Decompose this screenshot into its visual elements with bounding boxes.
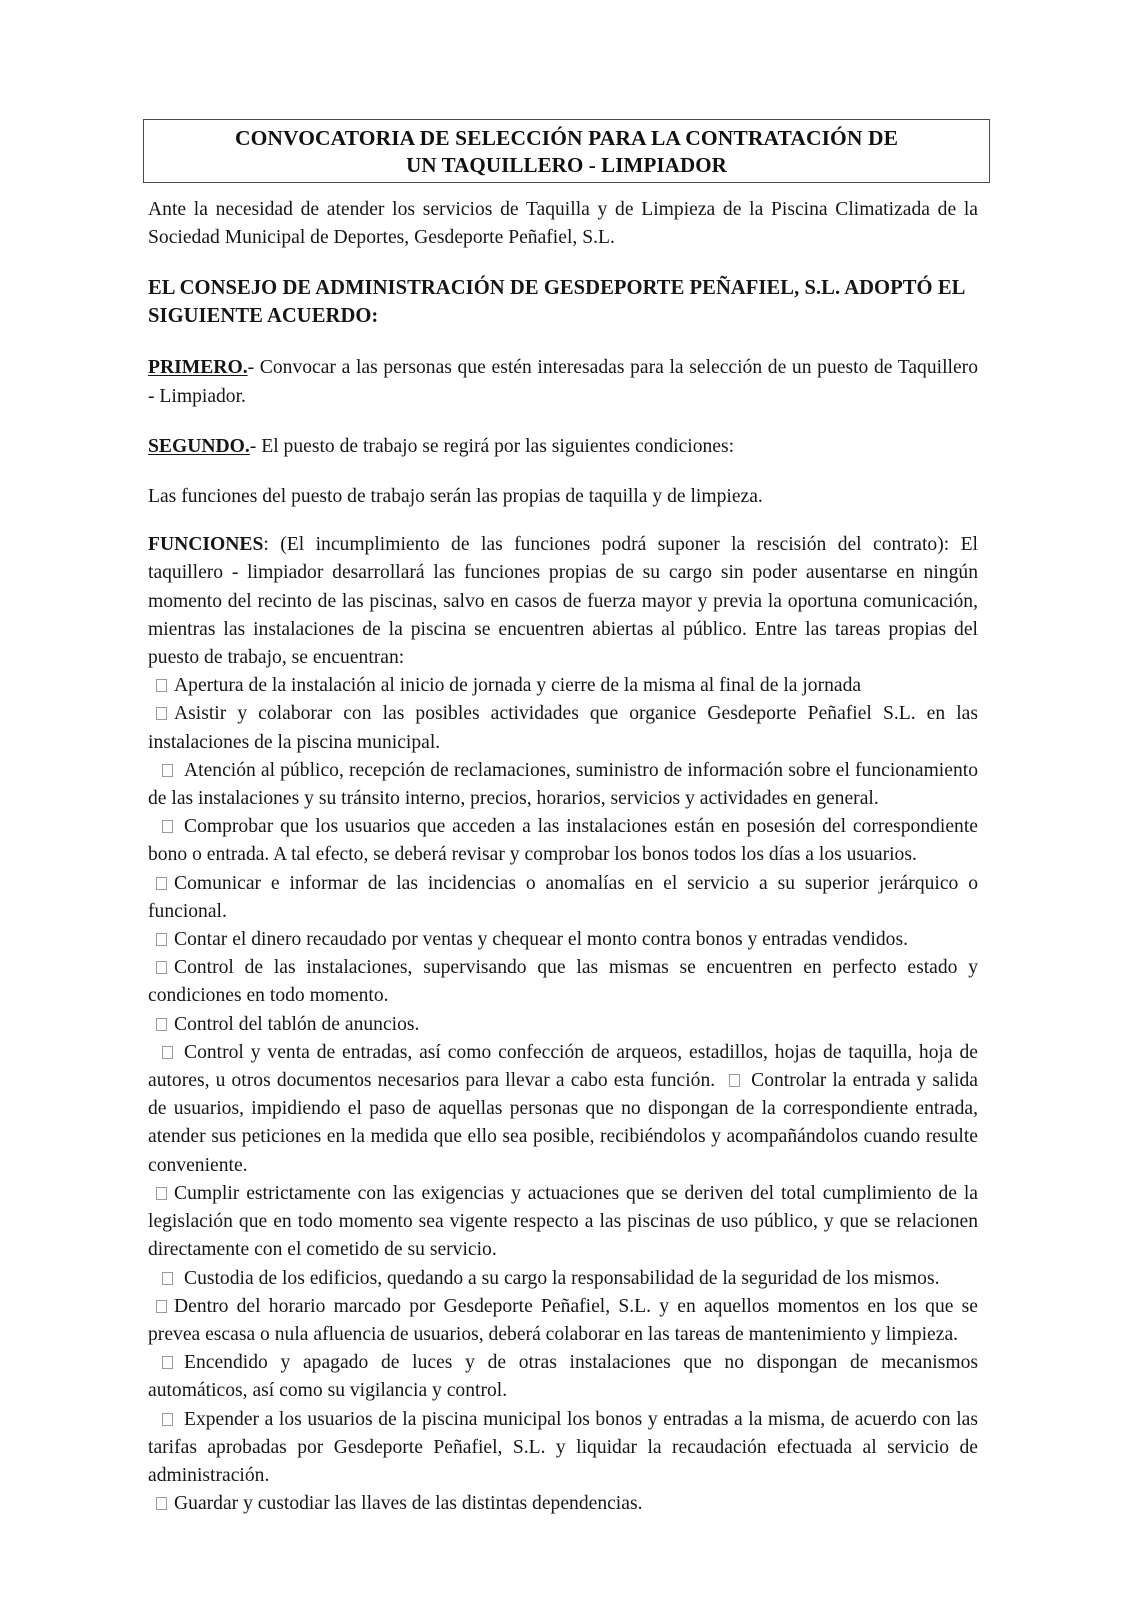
empty-square-bullet-icon — [162, 820, 173, 833]
list-item-text: Custodia de los edificios, quedando a su cargo la responsabilidad de la seguridad de los mismos. — [184, 1267, 940, 1289]
list-item-text: Controlar la entrada y salida de usuarios, impidiendo el paso de aquellas personas que no dispongan de la correspondiente entrada, atender sus peticiones en la medida que ello sea posible, recibiéndolos y acompañándolos cuando resulte conveniente. — [148, 1070, 978, 1176]
list-item-text: Contar el dinero recaudado por ventas y chequear el monto contra bonos y entradas vendidos. — [174, 929, 908, 951]
empty-square-bullet-icon — [162, 1413, 173, 1426]
board-heading: EL CONSEJO DE ADMINISTRACIÓN DE GESDEPORTE PEÑAFIEL, S.L. ADOPTÓ EL SIGUIENTE ACUERDO: — [148, 277, 965, 328]
task-list — [148, 672, 978, 1518]
list-item — [148, 926, 978, 954]
list-item — [148, 1406, 978, 1491]
document-title-line-2: UN TAQUILLERO - LIMPIADOR — [406, 153, 727, 178]
empty-square-bullet-icon — [156, 1300, 167, 1313]
list-item-text: Apertura de la instalación al inicio de jornada y cierre de la misma al final de la jornada — [174, 675, 862, 697]
empty-square-bullet-icon — [729, 1074, 740, 1087]
empty-square-bullet-icon — [156, 1187, 167, 1200]
functions-preamble: Las funciones del puesto de trabajo serán las propias de taquilla y de limpieza. — [148, 486, 763, 508]
empty-square-bullet-icon — [156, 961, 167, 974]
list-item-text: Guardar y custodiar las llaves de las distintas dependencias. — [174, 1493, 643, 1515]
clause-primero — [148, 354, 978, 410]
list-item — [148, 1180, 978, 1265]
empty-square-bullet-icon — [156, 1018, 167, 1031]
empty-square-bullet-icon — [162, 1356, 173, 1369]
list-item — [148, 954, 978, 1010]
clause-primero-text: - Convocar a las personas que estén interesadas para la selección de un puesto de Taquillero - Limpiador. — [148, 357, 978, 407]
empty-square-bullet-icon — [156, 877, 167, 890]
clause-segundo-label: SEGUNDO. — [148, 435, 250, 457]
list-item-text: Control del tablón de anuncios. — [174, 1013, 420, 1035]
functions-label: FUNCIONES — [148, 534, 264, 556]
list-item — [148, 813, 978, 869]
intro-paragraph: Ante la necesidad de atender los servicios de Taquilla y de Limpieza de la Piscina Climatizada de la Sociedad Municipal de Deportes, Gesdeporte Peñafiel, S.L. — [148, 199, 978, 249]
list-item-text: Control de las instalaciones, supervisando que las mismas se encuentren en perfecto estado y condiciones en todo momento. — [148, 957, 978, 1007]
list-item — [148, 1293, 978, 1349]
empty-square-bullet-icon — [162, 1272, 173, 1285]
list-item — [148, 1039, 978, 1180]
list-item-text: Dentro del horario marcado por Gesdeporte Peñafiel, S.L. y en aquellos momentos en los que se prevea escasa o nula afluencia de usuarios, deberá colaborar en las tareas de mantenimiento y limpieza. — [148, 1295, 978, 1345]
list-item-text: Comunicar e informar de las incidencias o anomalías en el servicio a su superior jerárquico o funcional. — [148, 872, 978, 922]
list-item-text: Expender a los usuarios de la piscina municipal los bonos y entradas a la misma, de acuerdo con las tarifas aprobadas por Gesdeporte Peñafiel, S.L. y liquidar la recaudación efectuada al servicio de administración. — [148, 1408, 978, 1486]
clause-segundo-text: - El puesto de trabajo se regirá por las siguientes condiciones: — [249, 435, 735, 457]
empty-square-bullet-icon — [156, 933, 167, 946]
list-item — [148, 672, 978, 700]
list-item-text: Control y venta de entradas, así como confección de arqueos, estadillos, hojas de taquilla, hoja de autores, u otros documentos necesarios para llevar a cabo esta función. — [148, 1041, 978, 1092]
functions-text: : (El incumplimiento de las funciones podrá suponer la rescisión del contrato): El taquillero - limpiador desarrollará las funciones propias de su cargo sin poder ausentarse en ningún momento del recinto de las piscinas, salvo en casos de fuerza mayor y previa la oportuna comunicación, mientras las instalaciones de la piscina se encuentren abiertas al público. Entre las tareas propias del puesto de trabajo, se encuentran: — [148, 534, 978, 669]
list-item — [148, 1265, 978, 1293]
list-item — [148, 700, 978, 756]
title-box — [143, 119, 990, 183]
document-title-line-1: CONVOCATORIA DE SELECCIÓN PARA LA CONTRATACIÓN DE — [234, 125, 899, 150]
empty-square-bullet-icon — [156, 1497, 167, 1510]
empty-square-bullet-icon — [156, 707, 167, 720]
list-item — [148, 757, 978, 813]
empty-square-bullet-icon — [156, 679, 167, 692]
functions-section — [148, 531, 978, 672]
list-item-text: Comprobar que los usuarios que acceden a las instalaciones están en posesión del correspondiente bono o entrada. A tal efecto, se deberá revisar y comprobar los bonos todos los días a los usuarios. — [148, 816, 978, 866]
list-item-text: Cumplir estrictamente con las exigencias y actuaciones que se deriven del total cumplimiento de la legislación que en todo momento sea vigente respecto a las piscinas de uso público, y que se relacionen directamente con el cometido de su servicio. — [148, 1182, 978, 1261]
list-item — [148, 870, 978, 926]
list-item — [148, 1490, 978, 1518]
list-item — [148, 1349, 978, 1405]
list-item-text: Asistir y colaborar con las posibles actividades que organice Gesdeporte Peñafiel S.L. en las instalaciones de la piscina municipal. — [148, 703, 978, 753]
empty-square-bullet-icon — [162, 764, 173, 777]
document-body — [148, 196, 978, 1518]
clause-primero-label: PRIMERO. — [148, 357, 248, 379]
list-item-text: Encendido y apagado de luces y de otras instalaciones que no dispongan de mecanismos automáticos, así como su vigilancia y control. — [148, 1352, 978, 1402]
list-item-text: Atención al público, recepción de reclamaciones, suministro de información sobre el funcionamiento de las instalaciones y su tránsito interno, precios, horarios, servicios y actividades en general. — [148, 759, 978, 810]
clause-segundo — [148, 433, 978, 461]
empty-square-bullet-icon — [162, 1046, 173, 1059]
list-item — [148, 1011, 978, 1039]
